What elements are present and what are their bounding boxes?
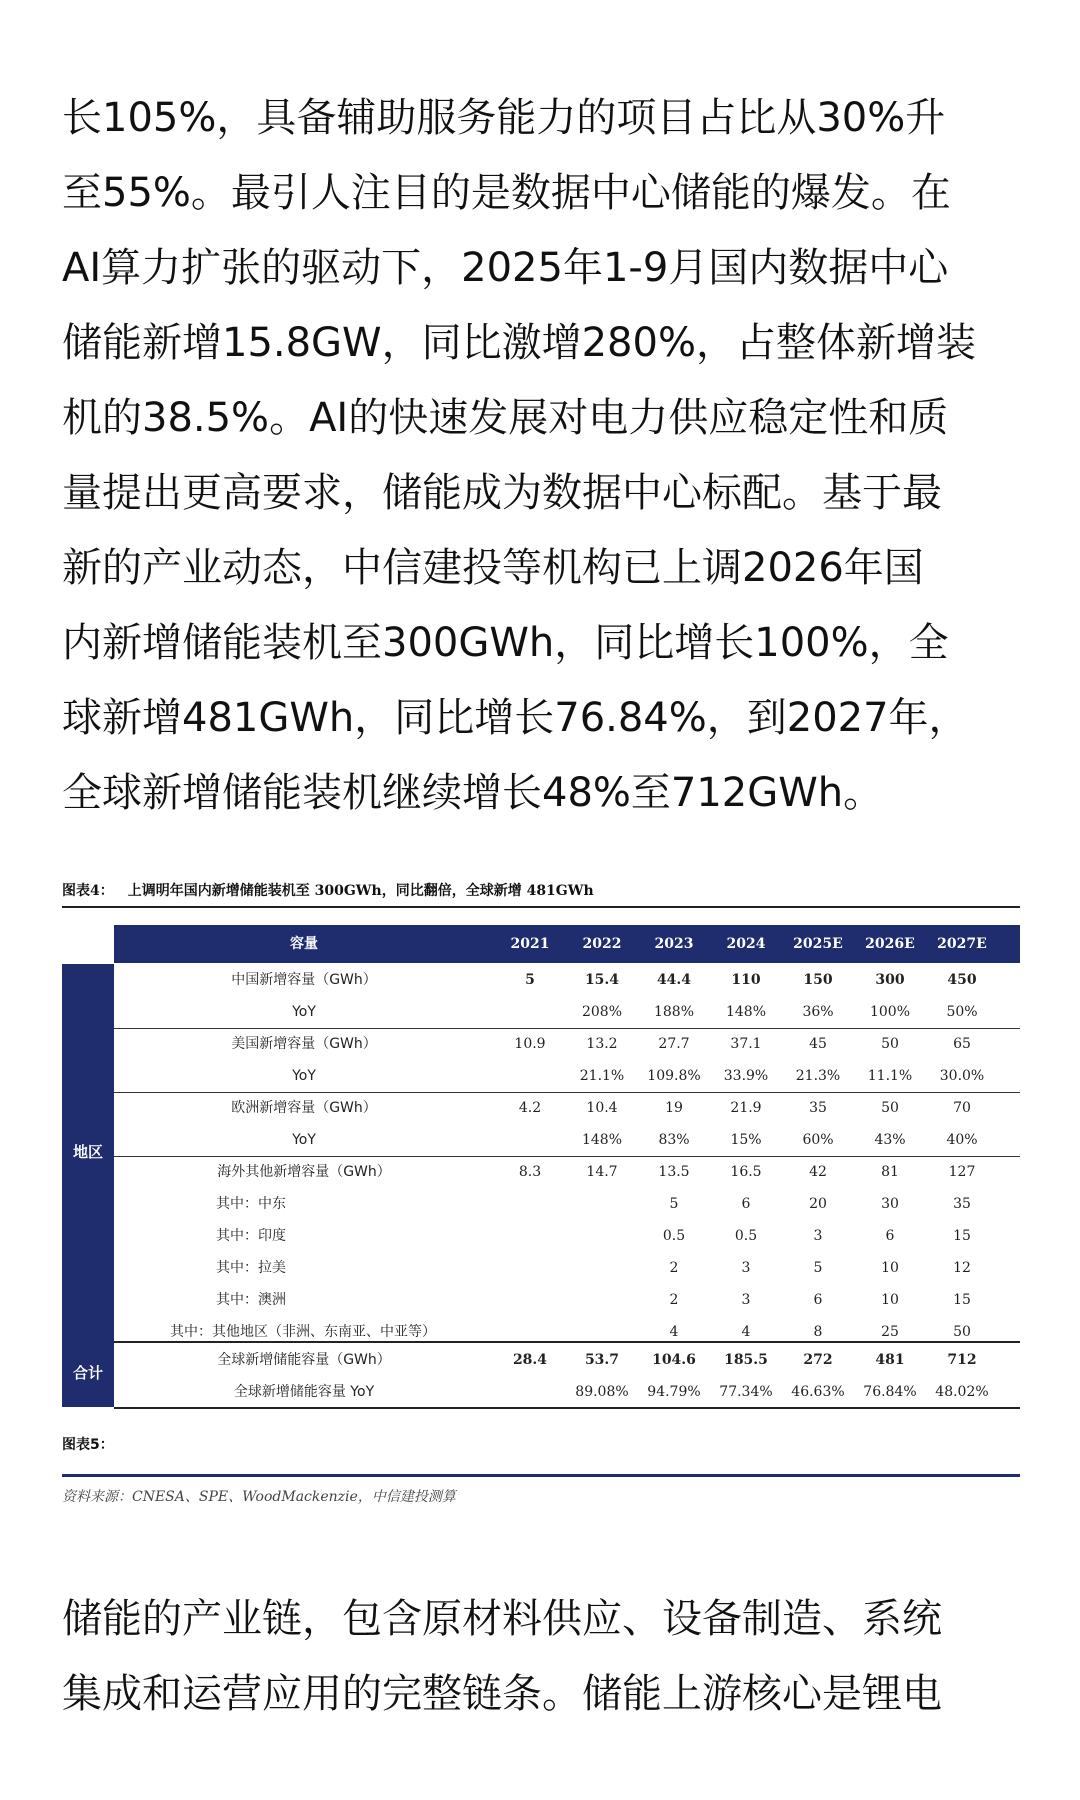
table-cell: 42: [809, 1164, 827, 1180]
row-label: 欧洲新增容量（GWh）: [231, 1100, 377, 1116]
table-cell: 50: [953, 1324, 971, 1340]
table-cell: 10.9: [514, 1036, 546, 1052]
table-divider: [114, 1028, 1020, 1029]
source-note: 资料来源：CNESA、SPE、WoodMackenzie，中信建投测算: [62, 1489, 456, 1505]
table-cell: 15%: [730, 1132, 762, 1148]
text-line: 储能新增15.8GW，同比激增280%，占整体新增装: [62, 320, 976, 366]
figure-title: [62, 880, 1020, 902]
table-cell: 20: [809, 1196, 827, 1212]
table-cell: 188%: [653, 1004, 695, 1020]
table-cell: 33.9%: [723, 1068, 769, 1084]
table-cell: 15.4: [584, 972, 620, 988]
row-label: 其中：中东: [216, 1196, 286, 1212]
table-cell: 10.4: [586, 1100, 618, 1116]
table-cell: 3: [741, 1292, 751, 1308]
table-cell: 13.2: [586, 1036, 618, 1052]
table-cell: 712: [947, 1352, 977, 1368]
table-cell: [494, 1376, 566, 1408]
table-cell: 16.5: [730, 1164, 762, 1180]
total-label: 合计: [72, 1364, 103, 1382]
table-cell: 12: [953, 1260, 971, 1276]
table-cell: 13.5: [658, 1164, 690, 1180]
figure-table-image: [62, 880, 1020, 1520]
row-label: 其中：其他地区（非洲、东南亚、中亚等）: [170, 1324, 436, 1340]
table-row: [114, 1028, 1020, 1060]
table-cell: 15: [953, 1228, 971, 1244]
table-row: [114, 1124, 1020, 1156]
table-header: [114, 925, 1020, 963]
table-row: [114, 1220, 1020, 1252]
table-cell: 37.1: [730, 1036, 762, 1052]
table-cell: [494, 1284, 566, 1316]
table-cell: 53.7: [584, 1352, 620, 1368]
text-line: 新的产业动态，中信建投等机构已上调2026年国: [62, 545, 924, 591]
table-cell: 48.02%: [935, 1384, 989, 1400]
table-cell: 35: [953, 1196, 971, 1212]
table-row: [114, 1252, 1020, 1284]
table-cell: 50: [881, 1036, 899, 1052]
table-cell: 50%: [946, 1004, 978, 1020]
row-label: 全球新增储能容量（GWh）: [217, 1352, 391, 1368]
table-row: [114, 996, 1020, 1028]
table-cell: 30: [881, 1196, 899, 1212]
table-cell: 300: [875, 972, 905, 988]
header-cell: 2023: [654, 936, 694, 952]
row-label: YoY: [292, 1068, 316, 1084]
table-cell: 481: [875, 1352, 905, 1368]
text-line: 全球新增储能装机继续增长48%至712GWh。: [62, 770, 884, 816]
table-cell: [494, 996, 566, 1028]
table-cell: 21.1%: [579, 1068, 625, 1084]
table-cell: 148%: [725, 1004, 767, 1020]
table-row: [114, 1344, 1020, 1376]
article-paragraph-bottom: [62, 1582, 1028, 1732]
table-row: [114, 1284, 1020, 1316]
table-cell: 100%: [869, 1004, 911, 1020]
table-cell: 76.84%: [863, 1384, 917, 1400]
text-line: 机的38.5%。AI的快速发展对电力供应稳定性和质: [62, 395, 949, 441]
row-label: 其中：拉美: [216, 1260, 286, 1276]
table-cell: 94.79%: [647, 1384, 701, 1400]
table-cell: 60%: [802, 1132, 834, 1148]
table-cell: 43%: [874, 1132, 906, 1148]
table-cell: [494, 1188, 566, 1220]
row-label: YoY: [292, 1004, 316, 1020]
table-row: [114, 1156, 1020, 1188]
table-cell: 65: [953, 1036, 971, 1052]
table-cell: 81: [881, 1164, 899, 1180]
top-rule: [62, 906, 1020, 908]
text-line: 集成和运营应用的完整链条。储能上游核心是锂电: [62, 1671, 942, 1717]
table-cell: 45: [809, 1036, 827, 1052]
row-label: 其中：印度: [216, 1228, 286, 1244]
table-cell: [566, 1220, 638, 1252]
text-line: AI算力扩张的驱动下，2025年1-9月国内数据中心: [62, 245, 949, 291]
header-cell: 2021: [510, 936, 550, 952]
header-cell: 2024: [726, 936, 766, 952]
header-cell: 2026E: [865, 936, 915, 952]
table-cell: 10: [881, 1292, 899, 1308]
table-cell: 110: [731, 972, 761, 988]
table-cell: 2: [669, 1292, 679, 1308]
text-line: 至55%。最引人注目的是数据中心储能的爆发。在: [62, 170, 951, 216]
header-cell: 2027E: [937, 936, 987, 952]
figure-label: 图表4：: [62, 883, 114, 899]
row-label: 中国新增容量（GWh）: [231, 972, 377, 988]
table-cell: [566, 1284, 638, 1316]
table-cell: 46.63%: [791, 1384, 845, 1400]
table-divider: [114, 1092, 1020, 1093]
table-cell: [494, 1060, 566, 1092]
table-cell: 44.4: [656, 972, 692, 988]
table-cell: 2: [669, 1260, 679, 1276]
table-cell: 148%: [581, 1132, 623, 1148]
table-cell: 5: [813, 1260, 823, 1276]
table-row: [114, 1188, 1020, 1220]
table-cell: 70: [953, 1100, 971, 1116]
table-cell: 15: [953, 1292, 971, 1308]
table-row: [114, 964, 1020, 996]
table-cell: 89.08%: [575, 1384, 629, 1400]
total-sidebar: [62, 1341, 114, 1407]
table-cell: 40%: [946, 1132, 978, 1148]
table-cell: 28.4: [512, 1352, 548, 1368]
header-cell: 2022: [582, 936, 622, 952]
table-cell: 27.7: [658, 1036, 690, 1052]
table-cell: 35: [809, 1100, 827, 1116]
header-cell: 容量: [290, 936, 318, 952]
text-line: 量提出更高要求，储能成为数据中心标配。基于最: [62, 470, 942, 516]
figure-5-label: 图表5：: [62, 1437, 114, 1453]
text-line: 储能的产业链，包含原材料供应、设备制造、系统: [62, 1596, 942, 1642]
table-cell: 25: [881, 1324, 899, 1340]
table-cell: 8: [813, 1324, 823, 1340]
figure-title-text: 上调明年国内新增储能装机至 300GWh，同比翻倍，全球新增 481GWh: [127, 883, 594, 899]
table-cell: 272: [803, 1352, 833, 1368]
table-cell: 0.5: [734, 1228, 758, 1244]
row-label: 全球新增储能容量 YoY: [233, 1384, 375, 1400]
table-divider: [114, 1341, 1020, 1343]
table-cell: 104.6: [652, 1352, 696, 1368]
text-line: 内新增储能装机至300GWh，同比增长100%，全: [62, 620, 949, 666]
table-divider: [114, 1407, 1020, 1409]
table-cell: 50: [881, 1100, 899, 1116]
table-cell: 8.3: [518, 1164, 542, 1180]
table-divider: [114, 1156, 1020, 1157]
table-cell: 36%: [802, 1004, 834, 1020]
table-cell: 11.1%: [867, 1068, 913, 1084]
table-cell: 0.5: [662, 1228, 686, 1244]
table-cell: 83%: [658, 1132, 690, 1148]
bottom-rule: [62, 1474, 1020, 1477]
row-label: YoY: [292, 1132, 316, 1148]
table-row: [114, 1092, 1020, 1124]
table-cell: 77.34%: [719, 1384, 773, 1400]
article-paragraph-top: [62, 81, 1028, 831]
table-cell: 150: [803, 972, 833, 988]
table-cell: [494, 1124, 566, 1156]
table-cell: 208%: [581, 1004, 623, 1020]
table-cell: 450: [947, 972, 977, 988]
table-cell: 5: [669, 1196, 679, 1212]
table-row: [114, 1376, 1020, 1408]
table-cell: [566, 1188, 638, 1220]
table-cell: 14.7: [586, 1164, 618, 1180]
table-cell: 185.5: [724, 1352, 768, 1368]
table-cell: [494, 1220, 566, 1252]
region-label: 地区: [72, 1143, 103, 1161]
table-cell: [566, 1252, 638, 1284]
table-cell: 30.0%: [939, 1068, 985, 1084]
text-line: 球新增481GWh，同比增长76.84%，到2027年，: [62, 695, 969, 741]
table-cell: 109.8%: [647, 1068, 701, 1084]
row-label: 美国新增容量（GWh）: [231, 1036, 377, 1052]
table-cell: 21.3%: [795, 1068, 841, 1084]
table-row: [114, 1060, 1020, 1092]
table-cell: 19: [665, 1100, 683, 1116]
table-cell: 4: [741, 1324, 751, 1340]
row-label: 海外其他新增容量（GWh）: [217, 1164, 391, 1180]
header-cell: 2025E: [793, 936, 843, 952]
table-cell: 4.2: [518, 1100, 542, 1116]
table-cell: 6: [813, 1292, 823, 1308]
table-cell: [494, 1252, 566, 1284]
row-label: 其中：澳洲: [216, 1292, 286, 1308]
table-cell: 6: [885, 1228, 895, 1244]
table-cell: 21.9: [730, 1100, 762, 1116]
table-cell: 3: [813, 1228, 823, 1244]
table-cell: 127: [948, 1164, 976, 1180]
table-cell: 3: [741, 1260, 751, 1276]
table-cell: 5: [525, 972, 535, 988]
region-sidebar: [62, 964, 114, 1341]
table-cell: 4: [669, 1324, 679, 1340]
table-cell: 6: [741, 1196, 751, 1212]
table-cell: 10: [881, 1260, 899, 1276]
text-line: 长105%，具备辅助服务能力的项目占比从30%升: [62, 95, 946, 141]
